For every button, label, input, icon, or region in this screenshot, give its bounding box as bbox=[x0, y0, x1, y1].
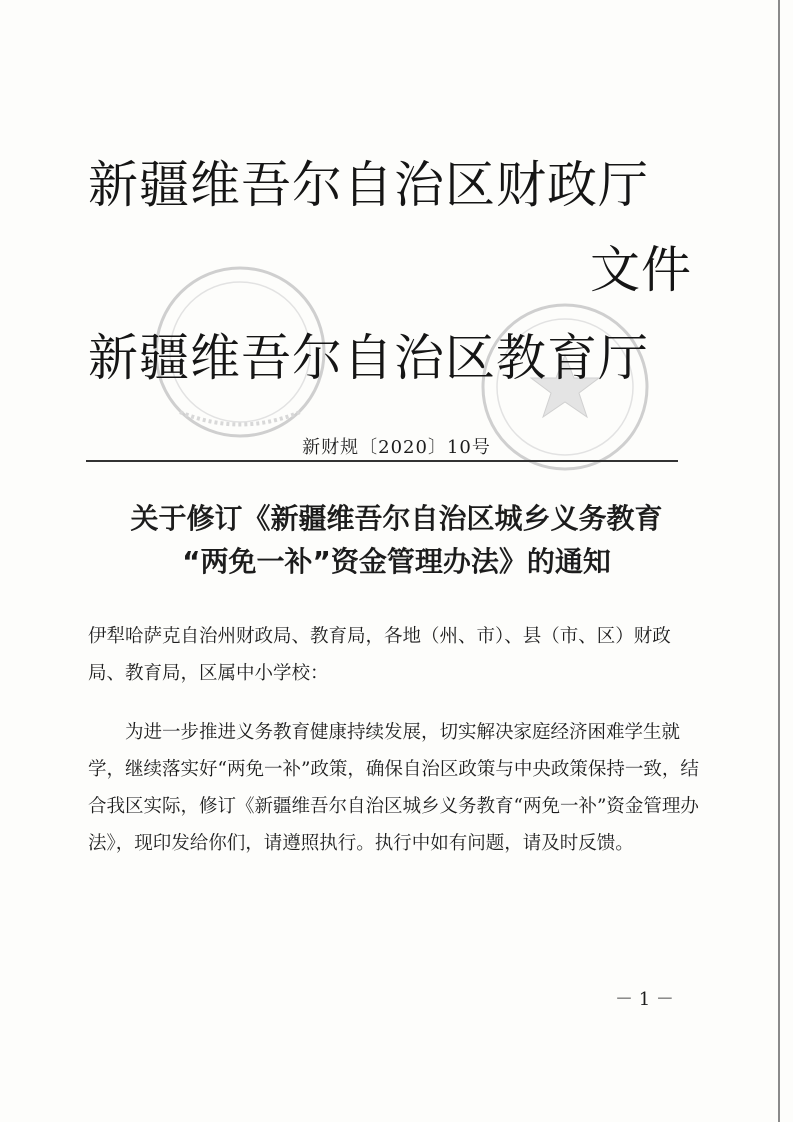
page-number: － 1 － bbox=[615, 989, 674, 1010]
document-word: 文件 bbox=[590, 241, 692, 299]
addressee: 伊犁哈萨克自治州财政局、教育局，各地（州、市）、县（市、区）财政局、教育局，区属中小学校： bbox=[88, 626, 671, 684]
scan-edge-line bbox=[778, 0, 780, 1122]
header-divider bbox=[86, 460, 678, 462]
document-number: 新财规〔2020〕10号 bbox=[302, 437, 491, 458]
document-title-line-2: “两免一补”资金管理办法》的通知 bbox=[182, 545, 611, 578]
document-title-line-1: 关于修订《新疆维吾尔自治区城乡义务教育 bbox=[130, 502, 663, 535]
body-paragraph: 为进一步推进义务教育健康持续发展，切实解决家庭经济困难学生就学，继续落实好“两免一补”政策，确保自治区政策与中央政策保持一致，结合我区实际，修订《新疆维吾尔自治区城乡义务教育“两免一补”资金管理办法》，现印发给你们，请遵照执行。执行中如有问题，请及时反馈。 bbox=[88, 722, 699, 854]
issuer-finance-department: 新疆维吾尔自治区财政厅 bbox=[88, 156, 649, 214]
issuer-education-department: 新疆维吾尔自治区教育厅 bbox=[88, 329, 649, 387]
